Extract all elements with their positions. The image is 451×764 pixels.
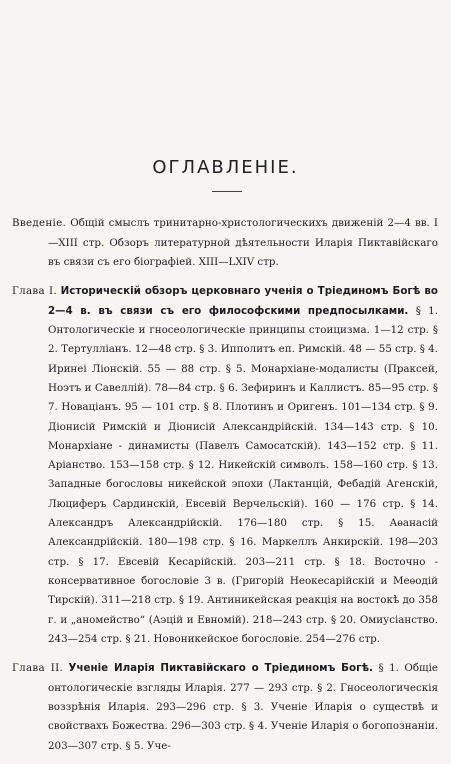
entry-label: Глава I.: [12, 285, 57, 298]
page-title: ОГЛАВЛЕНІЕ.: [152, 157, 299, 178]
entry-heading: Ученіе Иларія Пиктавійскаго о Тріединомъ Богѣ.: [68, 662, 373, 675]
entry-text: § 1. Общіе онтологическіе взгляды Иларія. 277 — 293 стр. § 2. Гносеологическія воззрѣнія Иларія. 293—296 стр. § 3. Ученіе Иларія о существѣ и свойствахъ Божества. 296—303 стр. § 4. Ученіе Иларія о богопознаніи. 203—307 стр. § 5. Уче-: [48, 662, 438, 752]
entry-heading: Историческій обзоръ церковнаго ученія о Тріединомъ Богѣ во 2—4 в. въ связи съ его философскими предпосылками.: [48, 285, 438, 317]
entry-text: § 1. Онтологическіе и гносеологическіе принципы стоицизма. 1—12 стр. § 2. Тертулліанъ. 12—48 стр. § 3. Ипполитъ еп. Римскій. 48 — 55 стр. § 4. Иринеі Ліонскій. 55 — 88 стр. § 5. Монархіане-модалисты (Праксей, Ноэтъ и Савеллій). 78—84 стр. § 6. Зефиринъ и Каллистъ. 85—95 стр. § 7. Новаціанъ. 95 — 101 стр. § 8. Плотинъ и Оригенъ. 101—134 стр. § 9. Діонисій Римскій и Діонисій Александрійскій. 134—143 стр. § 10. Монархіане - динамисты (Павелъ Самосатскій). 143—152 стр. § 11. Арiанство. 153—158 стр. § 12. Никейскій символъ. 158—160 стр. § 13. Западные богословы никейской эпохи (Лактанцій, Фебадій Агенскій, Люциферъ Сардинскій, Евсевій Верчельскій). 160 — 176 стр. § 14. Александръ Александрійскій. 176—180 стр. § 15. Аѳанасій Александрійскій. 180—198 стр. § 16. Маркеллъ Анкирскій. 198—203 стр. § 17. Евсевій Кесарійскій. 203—211 стр. § 18. Восточно - консервативное богословіе 3 в. (Григорій Неокесарійскій и Меѳодій Тирскій). 311—218 стр. § 19. Антиникейская реакція на востокѣ до 358 г. и „аномейство“ (Аэцій и Евномій). 218—243 стр. § 20. Омиусіанство. 243—254 стр. § 21. Новоникейское богословіе. 254—276 стр.: [48, 304, 438, 645]
table-of-contents: [0, 204, 451, 760]
toc-entry-introduction: [12, 214, 438, 272]
toc-entry-chapter-2: [12, 659, 438, 755]
entry-label: Глава II.: [12, 662, 64, 675]
title-rule: [212, 191, 242, 192]
entry-label: Введеніе.: [12, 217, 67, 230]
entry-text: Общій смыслъ тринитарно-христологическихъ движеній 2—4 вв. I—XIII стр. Обзоръ литературной дѣятельности Иларія Пиктавійскаго въ связи съ его біографіей. XIII—LXIV стр.: [48, 217, 438, 268]
toc-entry-chapter-1: [12, 282, 438, 649]
